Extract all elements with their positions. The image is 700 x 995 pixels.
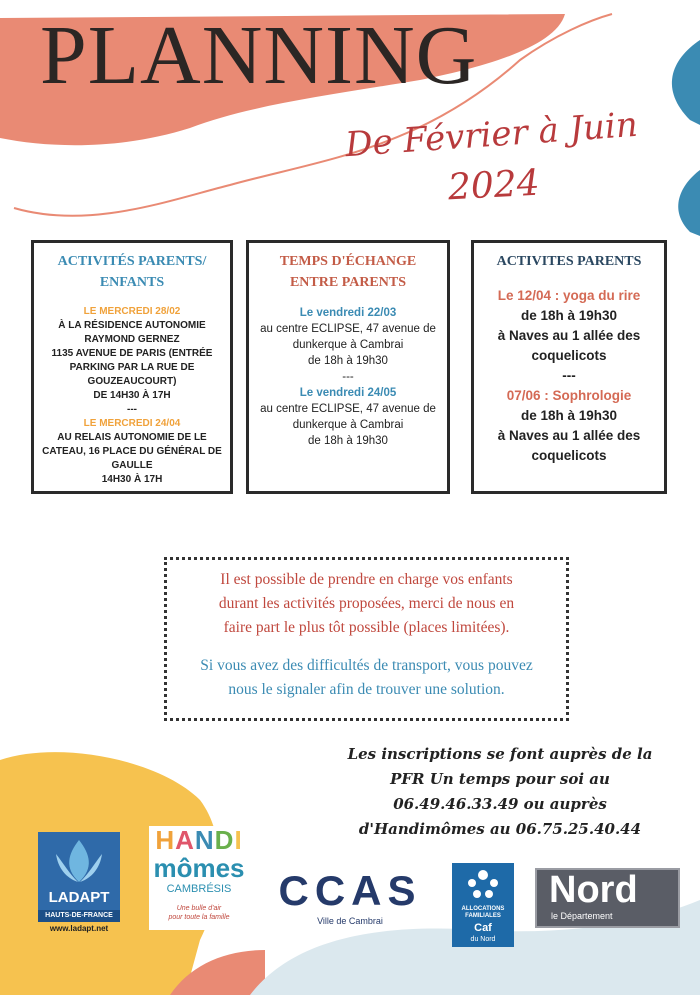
- event-line: GOUZEAUCOURT): [87, 376, 177, 387]
- notice-line: faire part le plus tôt possible (places limitées).: [223, 619, 510, 636]
- event-line: CATEAU, 16 PLACE DU GÉNÉRAL DE: [42, 446, 222, 457]
- separator: ---: [342, 371, 354, 383]
- registration-line: d'Handimômes au 06.75.25.40.44: [358, 820, 642, 838]
- handi-tagline: Une bulle d'air: [176, 905, 222, 912]
- event-line: GAULLE: [111, 460, 153, 471]
- caf-line: ALLOCATIONS: [461, 906, 505, 912]
- ladapt-emblem: [38, 832, 120, 910]
- handimomes-logo: [149, 826, 249, 930]
- notice-line: Si vous avez des difficultés de transport, vous pouvez: [200, 657, 533, 674]
- nord-sub: le Département: [551, 911, 613, 921]
- event-line: à Naves au 1 allée des: [497, 428, 641, 443]
- ladapt-flame-icon: [38, 832, 120, 888]
- year-label: 2024: [446, 162, 541, 209]
- event-line: de 18h à 19h30: [308, 355, 388, 367]
- notice-line: Il est possible de prendre en charge vos enfants: [220, 571, 513, 588]
- event-line: AU RELAIS AUTONOMIE DE LE: [57, 432, 207, 443]
- period-subtitle: De Février à Juin: [343, 104, 639, 166]
- activity-box-exchange: [246, 240, 450, 494]
- caf-line: FAMILIALES: [465, 913, 501, 919]
- caf-family-icon: [463, 867, 503, 901]
- event-line: dunkerque à Cambrai: [292, 419, 404, 431]
- event-line: DE 14H30 À 17H: [93, 390, 171, 401]
- box-title: ACTIVITES PARENTS: [496, 254, 642, 269]
- registration-line: Les inscriptions se font auprès de la: [347, 745, 653, 763]
- event-date: Le vendredi 24/05: [299, 387, 397, 399]
- event-line: RAYMOND GERNEZ: [84, 334, 180, 345]
- event-line: de 18h à 19h30: [520, 308, 618, 323]
- separator: ---: [127, 404, 137, 415]
- nord-logo: [535, 868, 680, 928]
- handi-cambresis: CAMBRÉSIS: [166, 883, 232, 895]
- event-line: de 18h à 19h30: [308, 435, 388, 447]
- activity-box-parents-children: [31, 240, 233, 494]
- ladapt-url: www.ladapt.net: [49, 924, 109, 933]
- event-line: 1135 AVENUE DE PARIS (ENTRÉE: [51, 348, 213, 359]
- notice-line: nous le signaler afin de trouver une solution.: [228, 681, 505, 698]
- ccas-city: Ville de Cambrai: [317, 916, 383, 926]
- event-line: dunkerque à Cambrai: [292, 339, 404, 351]
- event-line: de 18h à 19h30: [520, 408, 618, 423]
- caf-region: du Nord: [470, 936, 496, 943]
- event-line: PARKING PAR LA RUE DE: [69, 362, 195, 373]
- blue-drop-top: [672, 40, 700, 125]
- ladapt-name: LADAPT: [48, 889, 110, 906]
- ladapt-region: HAUTS-DE-FRANCE: [38, 910, 120, 922]
- event-line: coquelicots: [531, 348, 607, 363]
- ccas-name: CCAS: [278, 867, 422, 914]
- event-date: LE MERCREDI 24/04: [83, 418, 181, 429]
- ladapt-logo: [38, 832, 120, 936]
- event-line: coquelicots: [531, 448, 607, 463]
- event-line: au centre ECLIPSE, 47 avenue de: [260, 323, 436, 335]
- blue-drop-right: [678, 170, 700, 236]
- separator: ---: [562, 368, 576, 383]
- event-date: LE MERCREDI 28/02: [83, 306, 181, 317]
- caf-logo: [452, 863, 514, 947]
- nord-name: Nord: [549, 869, 638, 911]
- event-line: au centre ECLIPSE, 47 avenue de: [260, 403, 436, 415]
- event-line: 14H30 À 17H: [101, 474, 163, 485]
- childcare-notice: [164, 557, 569, 721]
- ccas-logo: [270, 868, 430, 932]
- event-date: Le vendredi 22/03: [299, 307, 397, 319]
- handi-tagline: pour toute la famille: [168, 914, 230, 921]
- handi-momes: mômes: [153, 853, 245, 883]
- registration-line: 06.49.46.33.49 ou auprès: [393, 795, 607, 813]
- page-title: PLANNING: [40, 9, 478, 102]
- activity-box-parents: [471, 240, 667, 494]
- registration-line: PFR Un temps pour soi au: [390, 770, 610, 788]
- event-date: 07/06 : Sophrologie: [506, 388, 632, 403]
- event-date: Le 12/04 : yoga du rire: [497, 288, 641, 303]
- notice-line: durant les activités proposées, merci de nous en: [218, 595, 515, 612]
- event-line: à Naves au 1 allée des: [497, 328, 641, 343]
- box-title: TEMPS D'ÉCHANGE ENTRE PARENTS: [279, 254, 417, 290]
- registration-info: [345, 742, 655, 842]
- handi-word: HANDI: [155, 825, 243, 855]
- caf-name: Caf: [474, 922, 492, 934]
- event-line: À LA RÉSIDENCE AUTONOMIE: [58, 320, 206, 331]
- box-title: ACTIVITÉS PARENTS/ ENFANTS: [57, 254, 207, 290]
